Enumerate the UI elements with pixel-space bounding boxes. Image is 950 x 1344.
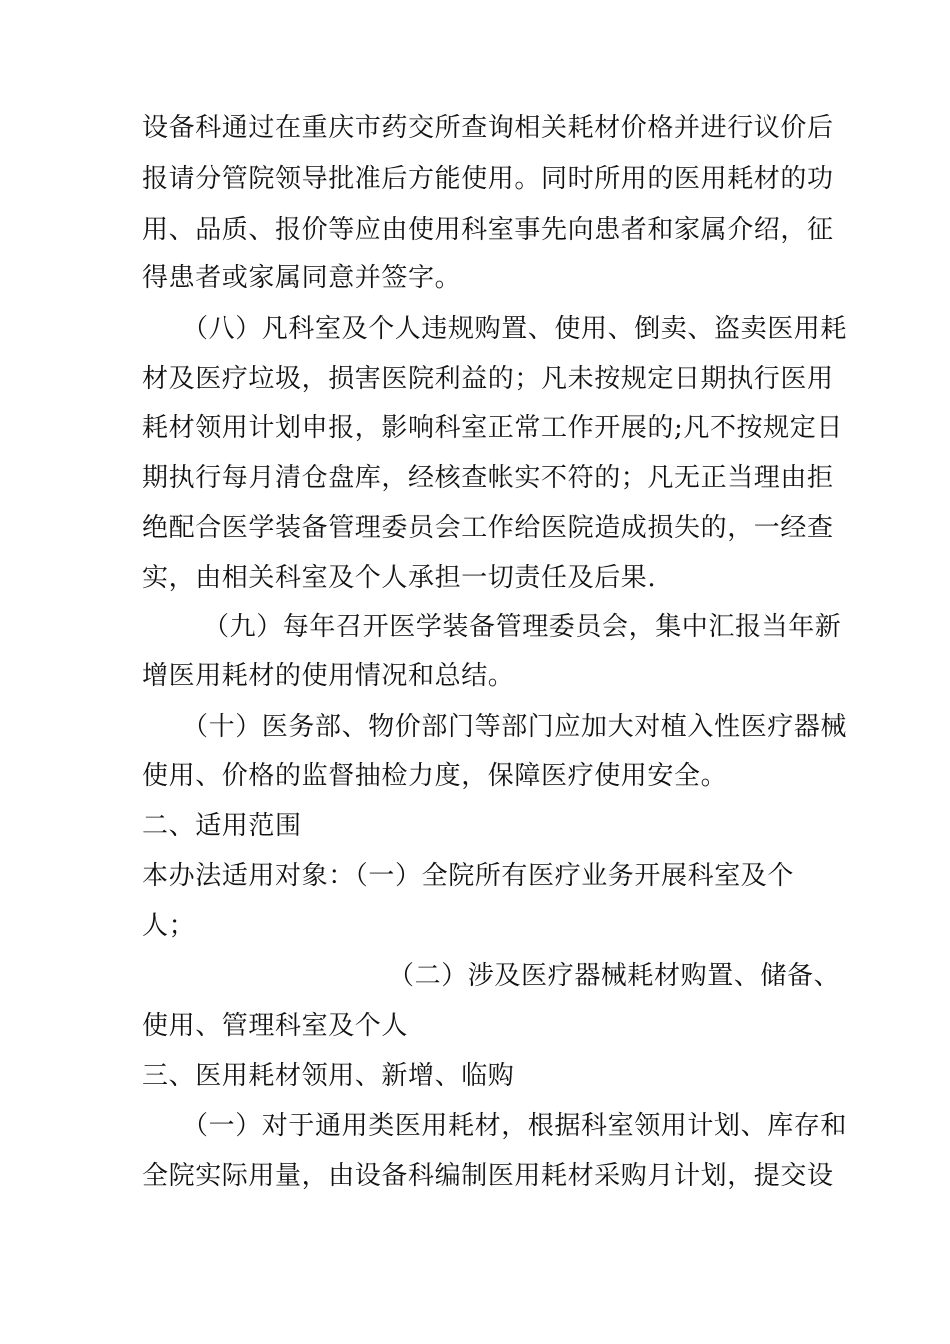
paragraph-one-start: （一）对于通用类医用耗材，根据科室领用计划、库存和 (182, 1111, 848, 1141)
body-text-line: 实，由相关科室及个人承担一切责任及后果. (142, 563, 657, 593)
body-text-line: 全院实际用量，由设备科编制医用耗材采购月计划，提交设 (142, 1161, 834, 1191)
body-text-line: 增医用耗材的使用情况和总结。 (142, 661, 515, 691)
body-text-line: 使用、价格的监督抽检力度，保障医疗使用安全。 (142, 761, 728, 791)
section-heading-consumables: 三、医用耗材领用、新增、临购 (142, 1061, 515, 1091)
body-text-line: 期执行每月清仓盘库，经核查帐实不符的；凡无正当理由拒 (142, 463, 834, 493)
body-text-line: 人； (142, 911, 196, 941)
body-text-line: 使用、管理科室及个人 (142, 1011, 409, 1041)
body-text-line: 本办法适用对象：（一）全院所有医疗业务开展科室及个 (142, 861, 795, 891)
paragraph-eight-start: （八）凡科室及个人违规购置、使用、倒卖、盗卖医用耗 (182, 314, 848, 344)
body-text-line: 设备科通过在重庆市药交所查询相关耗材价格并进行议价后 (142, 113, 834, 143)
body-text-line: 用、品质、报价等应由使用科室事先向患者和家属介绍，征 (142, 215, 834, 245)
paragraph-ten-start: （十）医务部、物价部门等部门应加大对植入性医疗器械 (182, 712, 848, 742)
body-text-line: 绝配合医学装备管理委员会工作给医院造成损失的，一经查 (142, 513, 834, 543)
body-text-line: 得患者或家属同意并签字。 (142, 263, 462, 293)
body-text-line: 材及医疗垃圾，损害医院利益的；凡未按规定日期执行医用 (142, 364, 834, 394)
body-text-line: 耗材领用计划申报，影响科室正常工作开展的;凡不按规定日 (142, 413, 843, 443)
body-text-line: 报请分管院领导批准后方能使用。同时所用的医用耗材的功 (142, 164, 834, 194)
paragraph-nine-start: （九）每年召开医学装备管理委员会，集中汇报当年新 (203, 612, 842, 642)
scope-item-two: （二）涉及医疗器械耗材购置、储备、 (388, 961, 841, 991)
section-heading-scope: 二、适用范围 (142, 811, 302, 841)
